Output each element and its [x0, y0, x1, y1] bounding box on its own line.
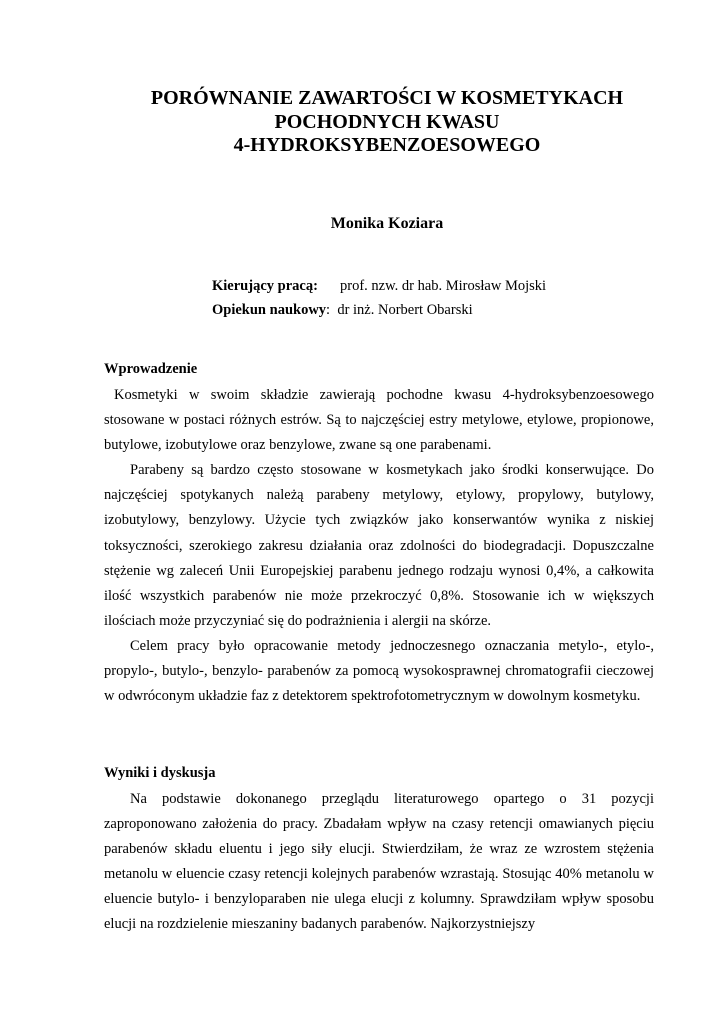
advisor-separator: :: [326, 302, 331, 318]
supervisor-label: Kierujący pracą:: [212, 278, 318, 294]
title-line-2: POCHODNYCH KWASU: [274, 111, 500, 133]
intro-heading: Wprowadzenie: [104, 361, 198, 377]
advisor-row: [212, 300, 473, 320]
intro-paragraph-2: Parabeny są bardzo często stosowane w kosmetykach jako środki konserwujące. Do najczęściej spotykanych należą parabeny metylowy, etylowy, propylowy, butylowy, izobutylowy, benzylowy. Użycie tych związków jako konserwantów wynika z niskiej toksyczności, szerokiego zakresu działania oraz zdolności do biodegradacji. Dopuszczalne stężenie wg zaleceń Unii Europejskiej parabenu jednego rodzaju wynosi 0,4%, a całkowita ilość wszystkich parabenów nie może przekroczyć 0,8%. Stosowanie ich w większych ilościach może przyczyniać się do podrażnienia i alergii na skórze.: [104, 462, 654, 629]
author-name: Monika Koziara: [330, 215, 444, 232]
intro-paragraph-3: Celem pracy było opracowanie metody jednoczesnego oznaczania metylo-, etylo-, propylo-, butylo-, benzylo- parabenów za pomocą wysokosprawnej chromatografii cieczowej w odwróconym układzie faz z detektorem spektrofotometrycznym w dowolnym kosmetyku.: [104, 637, 654, 705]
supervisor-row: [212, 276, 546, 296]
results-section: [104, 763, 654, 938]
title-line-1: PORÓWNANIE ZAWARTOŚCI W KOSMETYKACH: [150, 87, 624, 109]
intro-section: [104, 359, 654, 709]
results-paragraph-1: Na podstawie dokonanego przeglądu literaturowego opartego o 31 pozycji zaproponowano założenia do pracy. Zbadałam wpływ na czasy retencji omawianych pięciu parabenów składu eluentu i jego siły elucji. Stwierdziłam, że wraz ze wzrostem stężenia metanolu w eluencie czasy retencji kolejnych parabenów wzrastają. Stosując 40% metanolu w eluencie butylo- i benzyloparaben nie ulega elucji z kolumny. Sprawdziłam wpływ sposobu elucji na rozdzielenie mieszaniny badanych parabenów. Najkorzystniejszy: [104, 791, 654, 933]
advisor-label: Opiekun naukowy: [212, 302, 327, 318]
supervisor-value: prof. nzw. dr hab. Mirosław Mojski: [340, 278, 547, 294]
title-line-3: 4-HYDROKSYBENZOESOWEGO: [233, 134, 541, 156]
intro-paragraph-1: Kosmetyki w swoim składzie zawierają pochodne kwasu 4-hydroksybenzoesowego stosowane w postaci różnych estrów. Są to najczęściej estry metylowe, etylowe, propionowe, butylowe, izobutylowe oraz benzylowe, zwane są one parabenami.: [104, 387, 654, 454]
results-heading: Wyniki i dyskusja: [104, 765, 216, 781]
advisor-value: dr inż. Norbert Obarski: [337, 302, 473, 318]
